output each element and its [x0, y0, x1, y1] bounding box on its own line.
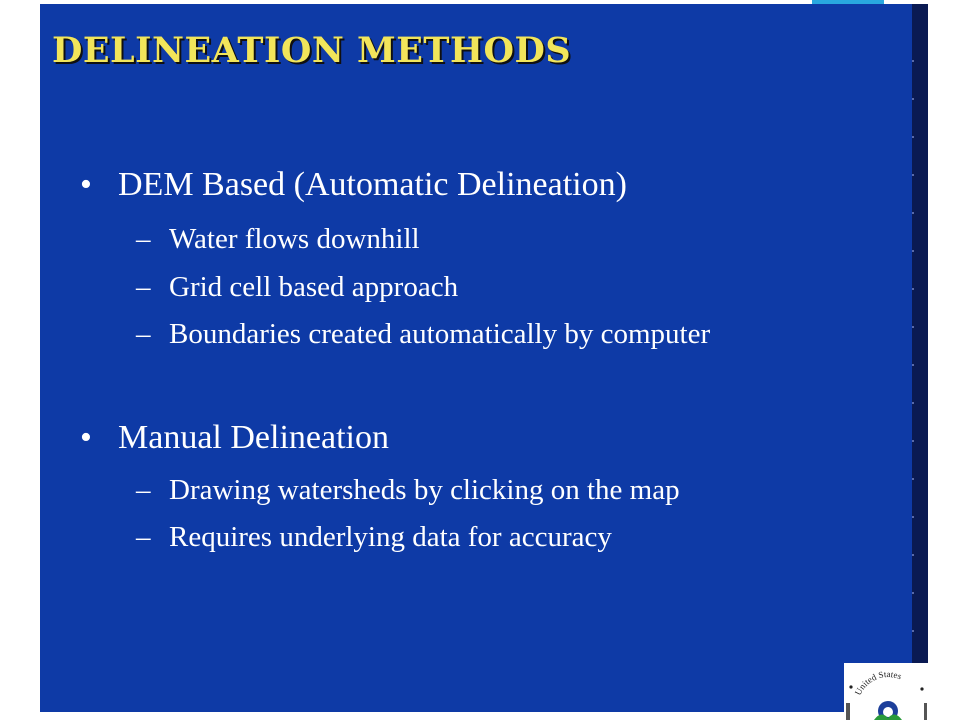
- svg-text:United States: [853, 669, 904, 697]
- subitem-text: Water flows downhill: [169, 223, 420, 255]
- bullet-manual-delineation: [80, 419, 389, 457]
- sub-dash: –: [136, 318, 151, 350]
- right-edge-bar: [912, 4, 928, 712]
- slide-background: [40, 4, 914, 712]
- bullet-text: DEM Based (Automatic Delineation): [118, 166, 627, 203]
- bullet-text: Manual Delineation: [118, 419, 389, 456]
- epa-seal-icon: [844, 663, 928, 720]
- logo-text: United States: [852, 668, 904, 697]
- bullet-dot: •: [80, 166, 92, 203]
- subitem: [136, 271, 458, 304]
- sub-dash: –: [136, 271, 151, 303]
- subitem: [136, 521, 612, 554]
- subitem-text: Grid cell based approach: [169, 271, 459, 303]
- subitem: [136, 223, 420, 256]
- subitem: [136, 474, 680, 507]
- subitem-text: Requires underlying data for accuracy: [169, 521, 612, 553]
- bullet-dot: •: [80, 419, 92, 456]
- epa-logo: [844, 663, 928, 720]
- sub-dash: –: [136, 474, 151, 506]
- corner-accent-tab: [812, 0, 884, 4]
- bullet-dem-based: [80, 166, 627, 204]
- edge-marks: [912, 60, 914, 660]
- subitem-text: Drawing watersheds by clicking on the map: [169, 474, 680, 506]
- sub-dash: –: [136, 223, 151, 255]
- sub-dash: –: [136, 521, 151, 553]
- subitem-text: Boundaries created automatically by computer: [169, 318, 711, 350]
- subitem: [136, 318, 710, 351]
- slide-title: DELINEATION METHODS: [52, 30, 572, 71]
